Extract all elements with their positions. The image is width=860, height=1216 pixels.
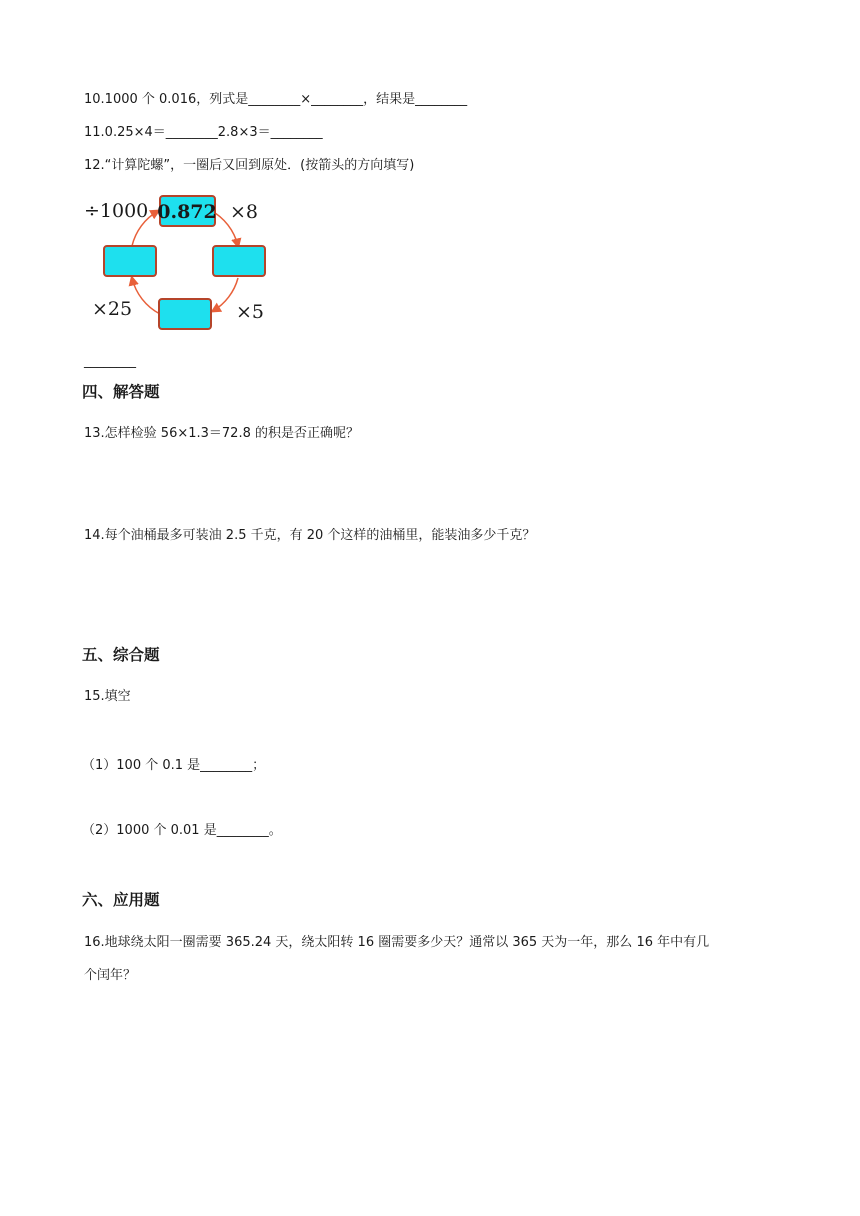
calculation-top-svg	[80, 188, 275, 338]
question-14: 14.每个油桶最多可装油 2.5 千克，有 20 个这样的油桶里，能装油多少千克？	[84, 528, 536, 543]
question-12-answer-blank: ________	[84, 354, 136, 369]
question-15: 15.填空	[84, 689, 131, 704]
calculation-top-diagram	[80, 188, 275, 338]
section-5-heading: 五、综合题	[82, 646, 160, 664]
question-15-part-2: （2）1000 个 0.01 是________。	[82, 823, 282, 838]
question-12: 12.“计算陀螺”，一圈后又回到原处．(按箭头的方向填写)	[84, 158, 415, 173]
section-4-heading: 四、解答题	[82, 383, 160, 401]
box-bottom	[159, 299, 211, 329]
arrow-arc-bottom-right	[213, 278, 238, 311]
box-left	[104, 246, 156, 276]
question-11: 11.0.25×4＝________2.8×3＝________	[84, 125, 323, 140]
op-times-8: ×8	[230, 201, 259, 223]
question-16-line-1: 16.地球绕太阳一圈需要 365.24 天，绕太阳转 16 圈需要多少天？通常以 365 天为一年，那么 16 年中有几	[84, 935, 710, 950]
op-times-5: ×5	[236, 301, 265, 323]
question-10: 10.1000 个 0.016，列式是________×________，结果是________	[84, 92, 468, 107]
question-13: 13.怎样检验 56×1.3＝72.8 的积是否正确呢？	[84, 426, 359, 441]
question-16-line-2: 个闰年？	[84, 968, 137, 983]
op-divide-1000: ÷1000	[84, 200, 149, 222]
box-right	[213, 246, 265, 276]
arrow-arc-bottom-left	[132, 278, 160, 314]
center-value: 0.872	[157, 201, 217, 223]
question-15-part-1: （1）100 个 0.1 是________；	[82, 758, 266, 773]
op-times-25: ×25	[92, 298, 133, 320]
section-6-heading: 六、应用题	[82, 891, 160, 909]
